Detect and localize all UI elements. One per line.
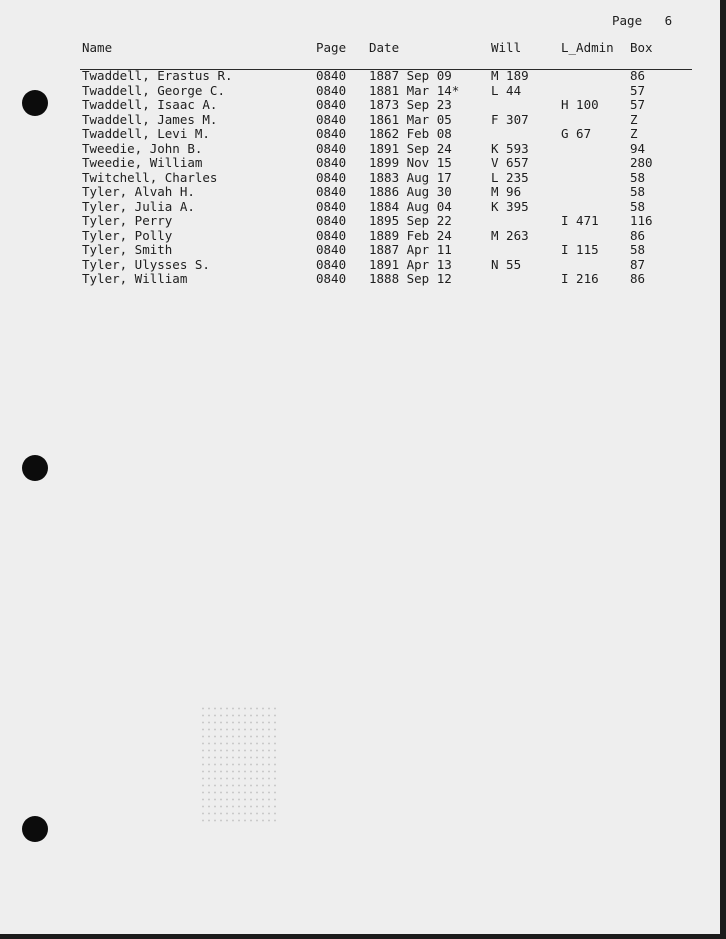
binder-hole-bottom xyxy=(22,816,48,842)
header-box: Box xyxy=(630,40,653,55)
cell-name: Tyler, Ulysses S. xyxy=(82,256,210,272)
cell-page: 0840 xyxy=(316,227,347,243)
cell-admin: H 100 xyxy=(561,97,599,112)
cell-page: 0840 xyxy=(316,68,347,83)
cell-page: 0840 xyxy=(316,97,347,112)
table-row xyxy=(0,258,720,273)
cell-date: 1861 Mar 05 xyxy=(369,111,452,127)
cell-will: L 235 xyxy=(491,169,529,185)
cell-will: M 263 xyxy=(491,227,529,243)
cell-name: Tyler, Alvah H. xyxy=(82,184,195,199)
header-will: Will xyxy=(491,40,522,55)
cell-admin: I 471 xyxy=(561,213,599,228)
table-row xyxy=(0,69,720,84)
cell-will: N 55 xyxy=(491,256,522,272)
table-row xyxy=(0,98,720,113)
cell-will: V 657 xyxy=(491,155,529,170)
cell-name: Tyler, Polly xyxy=(82,227,173,243)
cell-page: 0840 xyxy=(316,111,347,127)
cell-will: M 189 xyxy=(491,68,529,83)
cell-name: Tweedie, William xyxy=(82,155,203,170)
cell-date: 1891 Sep 24 xyxy=(369,140,452,156)
cell-box: 57 xyxy=(630,82,646,98)
cell-name: Twaddell, Isaac A. xyxy=(82,97,218,112)
cell-date: 1889 Feb 24 xyxy=(369,227,452,243)
cell-page: 0840 xyxy=(316,140,347,156)
binder-hole-top xyxy=(22,90,48,116)
cell-date: 1873 Sep 23 xyxy=(369,97,452,112)
table-row xyxy=(0,243,720,258)
cell-admin: G 67 xyxy=(561,126,592,141)
cell-box: 86 xyxy=(630,68,646,83)
cell-name: Tweedie, John B. xyxy=(82,140,203,156)
cell-name: Twitchell, Charles xyxy=(82,169,218,185)
cell-name: Tyler, Smith xyxy=(82,242,173,257)
cell-name: Twaddell, George C. xyxy=(82,82,225,98)
header-admin: L_Admin xyxy=(561,40,614,55)
cell-will: F 307 xyxy=(491,111,529,127)
cell-page: 0840 xyxy=(316,126,347,141)
scan-noise xyxy=(200,705,280,825)
table-row xyxy=(0,229,720,244)
cell-box: 87 xyxy=(630,256,646,272)
header-name: Name xyxy=(82,40,113,55)
cell-page: 0840 xyxy=(316,155,347,170)
table-body xyxy=(0,69,720,287)
cell-name: Tyler, Julia A. xyxy=(82,198,195,214)
table-row xyxy=(0,113,720,128)
table-row xyxy=(0,127,720,142)
table-row xyxy=(0,272,720,287)
cell-date: 1884 Aug 04 xyxy=(369,198,452,214)
cell-date: 1887 Sep 09 xyxy=(369,68,452,83)
cell-date: 1899 Nov 15 xyxy=(369,155,452,170)
table-row xyxy=(0,200,720,215)
cell-page: 0840 xyxy=(316,169,347,185)
cell-box: Z xyxy=(630,126,638,141)
cell-name: Twaddell, Levi M. xyxy=(82,126,210,141)
table-row xyxy=(0,171,720,186)
table-row xyxy=(0,185,720,200)
cell-page: 0840 xyxy=(316,184,347,199)
cell-will: K 593 xyxy=(491,140,529,156)
cell-date: 1881 Mar 14* xyxy=(369,82,460,98)
header-date: Date xyxy=(369,40,400,55)
cell-name: Tyler, William xyxy=(82,271,188,286)
table-row xyxy=(0,214,720,229)
cell-will: L 44 xyxy=(491,82,522,98)
cell-page: 0840 xyxy=(316,256,347,272)
cell-box: 280 xyxy=(630,155,653,170)
cell-name: Tyler, Perry xyxy=(82,213,173,228)
cell-date: 1895 Sep 22 xyxy=(369,213,452,228)
cell-box: 58 xyxy=(630,242,646,257)
cell-box: 86 xyxy=(630,271,646,286)
table-row xyxy=(0,142,720,157)
cell-box: 116 xyxy=(630,213,653,228)
table-row xyxy=(0,84,720,99)
cell-page: 0840 xyxy=(316,82,347,98)
binder-hole-middle xyxy=(22,455,48,481)
cell-box: 94 xyxy=(630,140,646,156)
cell-box: 58 xyxy=(630,184,646,199)
cell-box: Z xyxy=(630,111,638,127)
table-header xyxy=(0,40,720,56)
cell-page: 0840 xyxy=(316,198,347,214)
cell-admin: I 115 xyxy=(561,242,599,257)
cell-box: 57 xyxy=(630,97,646,112)
cell-box: 58 xyxy=(630,198,646,214)
cell-will: K 395 xyxy=(491,198,529,214)
header-page: Page xyxy=(316,40,347,55)
cell-page: 0840 xyxy=(316,213,347,228)
cell-date: 1887 Apr 11 xyxy=(369,242,452,257)
cell-admin: I 216 xyxy=(561,271,599,286)
cell-date: 1891 Apr 13 xyxy=(369,256,452,272)
table-row xyxy=(0,156,720,171)
cell-box: 86 xyxy=(630,227,646,243)
cell-name: Twaddell, Erastus R. xyxy=(82,68,233,83)
cell-box: 58 xyxy=(630,169,646,185)
cell-date: 1886 Aug 30 xyxy=(369,184,452,199)
cell-name: Twaddell, James M. xyxy=(82,111,218,127)
cell-page: 0840 xyxy=(316,271,347,286)
page-number: Page 6 xyxy=(612,13,673,28)
cell-date: 1862 Feb 08 xyxy=(369,126,452,141)
cell-date: 1888 Sep 12 xyxy=(369,271,452,286)
cell-will: M 96 xyxy=(491,184,522,199)
cell-date: 1883 Aug 17 xyxy=(369,169,452,185)
cell-page: 0840 xyxy=(316,242,347,257)
